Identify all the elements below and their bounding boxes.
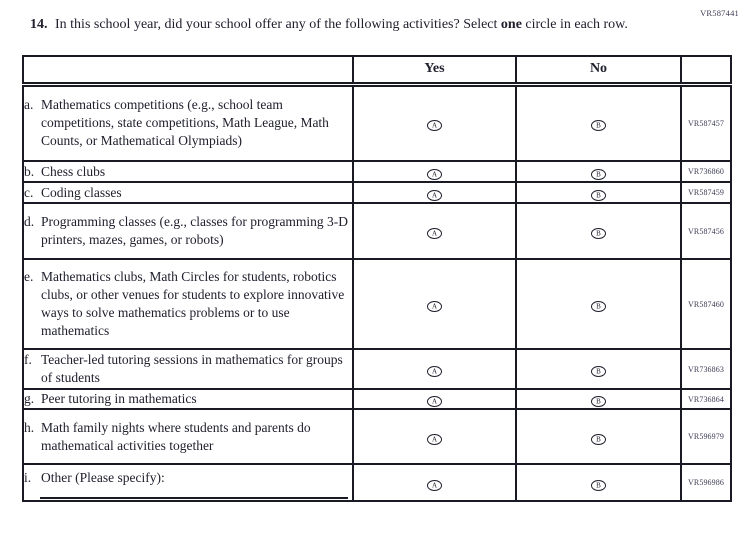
yes-option-cell bbox=[353, 161, 516, 182]
no-option-bubble[interactable] bbox=[591, 228, 606, 239]
row-letter: c. bbox=[24, 184, 34, 200]
no-option-cell bbox=[516, 84, 681, 161]
option-letter: B bbox=[596, 121, 601, 130]
table-row-c bbox=[23, 182, 731, 203]
option-letter: B bbox=[596, 229, 601, 238]
option-letter: A bbox=[431, 367, 438, 376]
table-row-h bbox=[23, 409, 731, 464]
yes-option-cell bbox=[353, 389, 516, 409]
row-letter: f. bbox=[24, 352, 32, 367]
vr-code: VR736863 bbox=[681, 349, 731, 389]
activity-label bbox=[23, 203, 353, 259]
yes-option-cell bbox=[353, 203, 516, 259]
table-row-f bbox=[23, 349, 731, 389]
activity-label bbox=[23, 259, 353, 349]
row-text: Programming classes (e.g., classes for programming 3-D printers, mazes, games, or robots) bbox=[41, 214, 349, 247]
question-vr-code: VR587441 bbox=[700, 8, 739, 18]
vr-code: VR587459 bbox=[681, 182, 731, 203]
table-header-row bbox=[23, 56, 731, 84]
no-option-cell bbox=[516, 349, 681, 389]
yes-option-cell bbox=[353, 349, 516, 389]
vr-code: VR587460 bbox=[681, 259, 731, 349]
table-row-d bbox=[23, 203, 731, 259]
question-number: 14. bbox=[30, 17, 48, 32]
no-option-bubble[interactable] bbox=[591, 120, 606, 131]
activity-label bbox=[23, 182, 353, 203]
yes-option-bubble[interactable] bbox=[427, 480, 442, 491]
header-code-cell bbox=[681, 56, 731, 84]
yes-option-cell bbox=[353, 409, 516, 464]
no-option-bubble[interactable] bbox=[591, 190, 606, 201]
yes-option-bubble[interactable] bbox=[427, 120, 442, 131]
no-option-bubble[interactable] bbox=[591, 434, 606, 445]
question-text-part2: circle in each row. bbox=[521, 17, 628, 32]
activity-label bbox=[23, 464, 353, 501]
row-letter: i. bbox=[24, 470, 32, 485]
activity-label bbox=[23, 161, 353, 182]
yes-option-bubble[interactable] bbox=[427, 301, 442, 312]
question-block bbox=[30, 15, 755, 34]
option-letter: B bbox=[596, 435, 601, 443]
row-letter: d. bbox=[24, 214, 35, 229]
no-option-bubble[interactable] bbox=[591, 396, 606, 407]
no-option-cell bbox=[516, 464, 681, 501]
row-text: Mathematics competitions (e.g., school team competitions, state competitions, Math League, Math Counts, or Mathematical Olympiads) bbox=[41, 97, 329, 149]
question-text-bold: one bbox=[500, 17, 522, 32]
row-text: Other (Please specify): bbox=[41, 470, 165, 485]
option-letter: B bbox=[596, 302, 601, 311]
option-letter: A bbox=[431, 121, 438, 130]
yes-option-cell bbox=[353, 84, 516, 161]
row-text: Mathematics clubs, Math Circles for students, robotics clubs, or other venues for students to explore innovative ways to solve mathematics problems or to use mathematics bbox=[41, 269, 345, 338]
header-yes: Yes bbox=[353, 56, 516, 84]
row-text: Math family nights where students and parents do mathematical activities together bbox=[41, 419, 311, 453]
table-row-i bbox=[23, 464, 731, 501]
no-option-cell bbox=[516, 161, 681, 182]
vr-code: VR596979 bbox=[681, 409, 731, 464]
no-option-bubble[interactable] bbox=[591, 301, 606, 312]
no-option-cell bbox=[516, 259, 681, 349]
vr-code: VR587457 bbox=[681, 84, 731, 161]
option-letter: A bbox=[431, 170, 438, 178]
activities-table bbox=[22, 55, 732, 502]
yes-option-bubble[interactable] bbox=[427, 434, 442, 445]
activity-label bbox=[23, 84, 353, 161]
other-specify-line[interactable] bbox=[40, 497, 348, 499]
vr-code: VR736860 bbox=[681, 161, 731, 182]
row-text: Peer tutoring in mathematics bbox=[41, 391, 197, 406]
row-letter: h. bbox=[24, 419, 35, 435]
option-letter: A bbox=[431, 481, 438, 489]
option-letter: B bbox=[596, 170, 601, 178]
option-letter: A bbox=[431, 191, 438, 199]
option-letter: A bbox=[431, 302, 438, 311]
yes-option-cell bbox=[353, 464, 516, 501]
yes-option-cell bbox=[353, 182, 516, 203]
activity-label bbox=[23, 349, 353, 389]
option-letter: B bbox=[596, 481, 601, 489]
option-letter: B bbox=[596, 367, 601, 376]
yes-option-cell bbox=[353, 259, 516, 349]
yes-option-bubble[interactable] bbox=[427, 396, 442, 407]
table-row-e bbox=[23, 259, 731, 349]
option-letter: B bbox=[596, 397, 601, 406]
row-letter: b. bbox=[24, 163, 35, 179]
yes-option-bubble[interactable] bbox=[427, 190, 442, 201]
no-option-bubble[interactable] bbox=[591, 169, 606, 180]
row-letter: a. bbox=[24, 97, 34, 113]
no-option-cell bbox=[516, 389, 681, 409]
row-text: Chess clubs bbox=[41, 163, 106, 179]
no-option-cell bbox=[516, 203, 681, 259]
row-text: Teacher-led tutoring sessions in mathematics for groups of students bbox=[41, 352, 343, 385]
yes-option-bubble[interactable] bbox=[427, 169, 442, 180]
option-letter: A bbox=[431, 229, 438, 238]
yes-option-bubble[interactable] bbox=[427, 366, 442, 377]
row-letter: e. bbox=[24, 269, 34, 284]
vr-code: VR596986 bbox=[681, 464, 731, 501]
vr-code: VR736864 bbox=[681, 389, 731, 409]
option-letter: B bbox=[596, 191, 601, 199]
table-row-a bbox=[23, 84, 731, 161]
row-text: Coding classes bbox=[41, 184, 122, 200]
table-row-b bbox=[23, 161, 731, 182]
no-option-bubble[interactable] bbox=[591, 366, 606, 377]
header-activity-cell bbox=[23, 56, 353, 84]
no-option-cell bbox=[516, 182, 681, 203]
activity-label bbox=[23, 409, 353, 464]
row-letter: g. bbox=[24, 391, 35, 406]
vr-code: VR587456 bbox=[681, 203, 731, 259]
no-option-cell bbox=[516, 409, 681, 464]
yes-option-bubble[interactable] bbox=[427, 228, 442, 239]
table-row-g bbox=[23, 389, 731, 409]
option-letter: A bbox=[431, 435, 438, 443]
header-no: No bbox=[516, 56, 681, 84]
question-text bbox=[55, 15, 663, 34]
activity-label bbox=[23, 389, 353, 409]
no-option-bubble[interactable] bbox=[591, 480, 606, 491]
option-letter: A bbox=[431, 397, 438, 406]
question-text-part1: In this school year, did your school offer any of the following activities? Select bbox=[55, 17, 501, 32]
